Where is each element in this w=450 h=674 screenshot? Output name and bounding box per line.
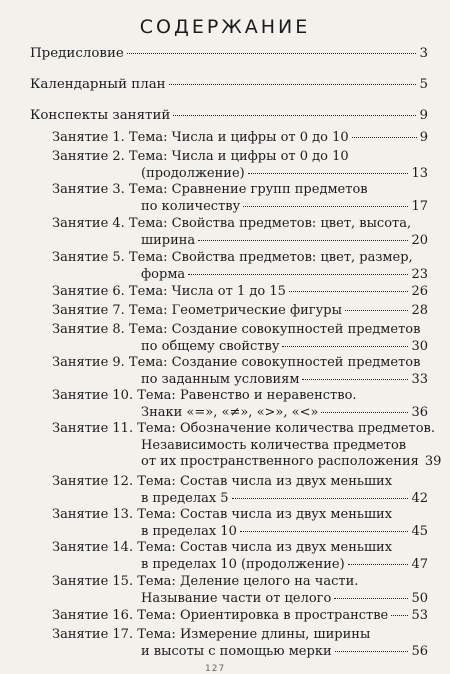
toc-lesson-line: [141, 591, 428, 606]
toc-lesson-title: Занятие 10. Тема: Равенство и неравенство.: [52, 388, 357, 403]
toc-lesson-page-number: 17: [411, 198, 428, 214]
toc-section-title: Конспекты занятий: [30, 108, 171, 123]
toc-lesson-line: [52, 182, 428, 197]
toc-lesson-page-number: 45: [411, 523, 428, 539]
toc-lesson-title: (продолжение): [141, 165, 245, 181]
toc-section-line: [30, 46, 428, 61]
dot-leader: [232, 498, 409, 499]
dot-leader: [335, 651, 409, 652]
toc-lesson-title: Занятие 11. Тема: Обозначение количества предметов.: [52, 421, 435, 436]
toc-lesson-line: [52, 130, 428, 145]
toc-lesson-title: Занятие 4. Тема: Свойства предметов: цвет, высота,: [52, 216, 412, 231]
toc-lesson-title: Занятие 7. Тема: Геометрические фигуры: [52, 303, 342, 318]
toc-lesson-title: в пределах 10: [141, 523, 237, 539]
toc-lesson-title: по общему свойству: [141, 338, 280, 354]
toc-lesson-page-number: 20: [411, 232, 428, 248]
toc-section-page-number: 3: [419, 46, 428, 61]
toc-lesson-page-number: 42: [411, 490, 428, 506]
toc-lesson-title: Занятие 12. Тема: Состав числа из двух меньших: [52, 474, 393, 489]
toc-lesson-title: ширина: [141, 232, 196, 248]
toc-lesson-title: Занятие 13. Тема: Состав числа из двух меньших: [52, 507, 393, 522]
dot-leader: [391, 615, 408, 616]
toc-lesson-title: Занятие 14. Тема: Состав числа из двух меньших: [52, 540, 393, 555]
toc-lesson-line: [52, 355, 428, 370]
toc-section-line: [30, 77, 428, 92]
toc-lesson-line: [52, 250, 428, 265]
dot-leader: [348, 564, 409, 565]
toc-lesson-title: Занятие 16. Тема: Ориентировка в пространстве: [52, 608, 389, 623]
toc-lesson-title: Занятие 9. Тема: Создание совокупностей предметов: [52, 355, 421, 370]
toc-lesson-line: [52, 608, 428, 623]
toc-lesson-page-number: 47: [411, 556, 428, 572]
dot-leader: [334, 598, 408, 599]
toc-lesson-page-number: 50: [411, 590, 428, 606]
dot-leader: [282, 346, 408, 347]
toc-lesson-title: Занятие 15. Тема: Деление целого на части.: [52, 574, 359, 589]
toc-lesson-title: Занятие 3. Тема: Сравнение групп предметов: [52, 182, 368, 197]
toc-lesson-line: [141, 557, 428, 572]
toc-lesson-page-number: 33: [411, 371, 428, 387]
toc-lesson-line: [52, 388, 428, 403]
dot-leader: [127, 53, 417, 54]
toc-lesson-title: Занятие 17. Тема: Измерение длины, ширины: [52, 627, 371, 642]
toc-lesson-title: и высоты с помощью мерки: [141, 643, 332, 659]
toc-lesson-page-number: 26: [411, 284, 428, 299]
dot-leader: [352, 137, 417, 138]
dot-leader: [240, 531, 409, 532]
toc-lesson-page-number: 39: [424, 454, 442, 469]
toc-lesson-line: [52, 474, 428, 489]
page-footer: 127: [205, 664, 226, 674]
toc-lesson-line: [52, 303, 428, 318]
dot-leader: [173, 115, 416, 116]
toc-lesson-line: [141, 644, 428, 659]
dot-leader: [345, 310, 409, 311]
dot-leader: [243, 206, 408, 207]
toc-lesson-line: [52, 322, 428, 337]
toc-lesson-title: Занятие 8. Тема: Создание совокупностей предметов: [52, 322, 421, 337]
dot-leader: [188, 274, 408, 275]
toc-lesson-title: Занятие 5. Тема: Свойства предметов: цвет, размер,: [52, 250, 413, 265]
dot-leader: [169, 84, 417, 85]
toc-lesson-title: в пределах 10 (продолжение): [141, 556, 345, 572]
toc-lesson-line: [141, 372, 428, 387]
toc-lesson-line: [52, 216, 428, 231]
toc-lesson-title: по заданным условиям: [141, 371, 300, 387]
toc-lesson-title: от их пространственного расположения: [141, 454, 419, 469]
dot-leader: [289, 291, 409, 292]
toc-lesson-line: [141, 267, 428, 282]
toc-lesson-line: [141, 233, 428, 248]
toc-lesson-line: [52, 421, 435, 436]
toc-lesson-page-number: 56: [411, 643, 428, 659]
toc-lesson-title: Занятие 6. Тема: Числа от 1 до 15: [52, 284, 286, 299]
toc-section-line: [30, 108, 428, 123]
toc-section-title: Календарный план: [30, 77, 166, 92]
toc-lesson-line: [141, 405, 428, 420]
toc-lesson-line: [141, 438, 428, 453]
toc-lesson-line: [141, 454, 442, 469]
toc-lesson-title: Занятие 2. Тема: Числа и цифры от 0 до 10: [52, 149, 349, 164]
toc-section-title: Предисловие: [30, 46, 124, 61]
toc-lesson-page-number: 30: [411, 338, 428, 354]
toc-lesson-title: Знаки «=», «≠», «>», «<»: [141, 404, 319, 420]
toc-lesson-title: Называние части от целого: [141, 590, 332, 606]
toc-lesson-line: [141, 199, 428, 214]
toc-lesson-page-number: 23: [411, 266, 428, 282]
page-title: СОДЕРЖАНИЕ: [139, 16, 311, 38]
toc-lesson-line: [141, 524, 428, 539]
toc-lesson-title: по количеству: [141, 198, 241, 214]
dot-leader: [302, 379, 408, 380]
toc-lesson-line: [141, 339, 428, 354]
toc-lesson-page-number: 36: [411, 404, 428, 420]
dot-leader: [198, 240, 408, 241]
toc-section-page-number: 5: [419, 77, 428, 92]
toc-lesson-line: [52, 507, 428, 522]
dot-leader: [321, 412, 408, 413]
toc-lesson-line: [52, 627, 428, 642]
dot-leader: [248, 173, 409, 174]
toc-lesson-line: [52, 574, 428, 589]
toc-lesson-line: [52, 540, 428, 555]
toc-lesson-line: [141, 166, 428, 181]
toc-lesson-title: форма: [141, 266, 186, 282]
toc-lesson-line: [52, 284, 428, 299]
toc-lesson-page-number: 28: [411, 303, 428, 318]
toc-lesson-line: [141, 491, 428, 506]
toc-lesson-title: в пределах 5: [141, 490, 229, 506]
toc-lesson-title: Независимость количества предметов: [141, 437, 407, 453]
toc-lesson-title: Занятие 1. Тема: Числа и цифры от 0 до 10: [52, 130, 349, 145]
toc-lesson-page-number: 13: [411, 165, 428, 181]
toc-lesson-page-number: 9: [419, 130, 428, 145]
toc-lesson-line: [52, 149, 428, 164]
toc-lesson-page-number: 53: [411, 608, 428, 623]
toc-section-page-number: 9: [419, 108, 428, 123]
